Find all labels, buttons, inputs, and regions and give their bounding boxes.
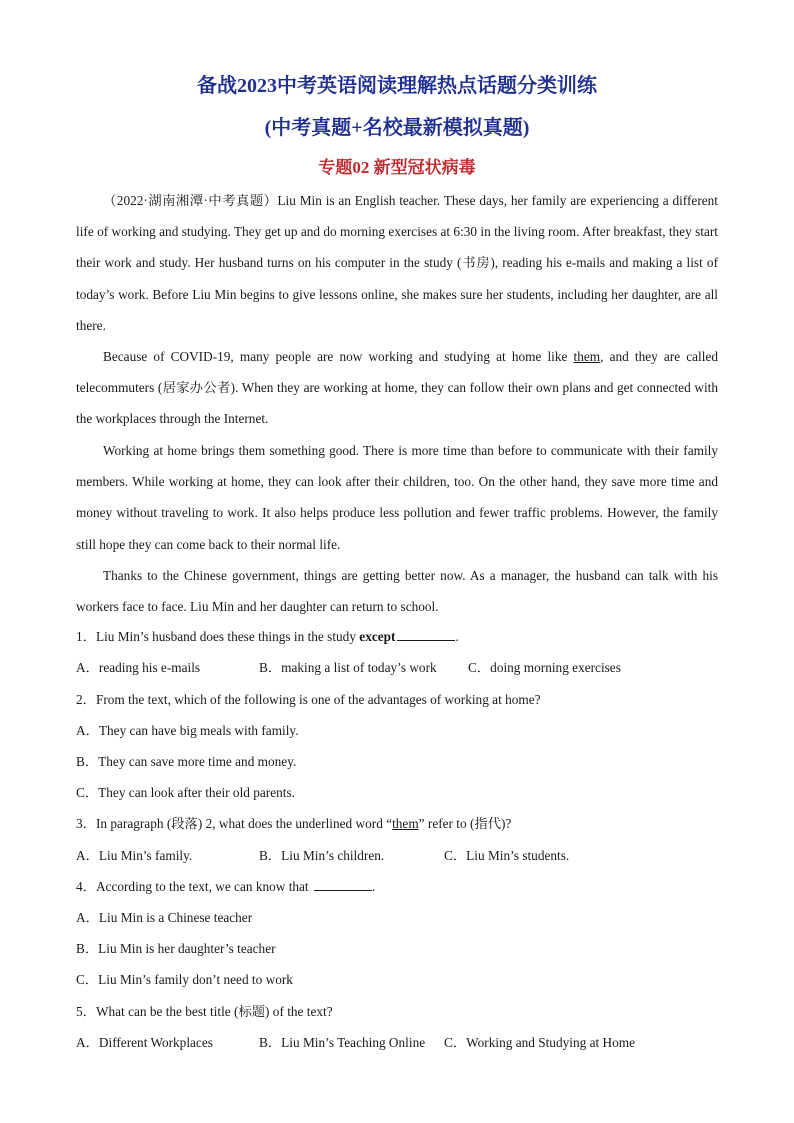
question-3 — [76, 814, 511, 834]
passage-paragraph-4: Thanks to the Chinese government, things are getting better now. As a manager, the husband can talk with his workers face to face. Liu Min and her daughter can return to school. — [76, 568, 718, 615]
question-5-option-b: B．Liu Min’s Teaching Online — [259, 1035, 426, 1050]
topic-subtitle: 专题02 新型冠状病毒 — [318, 158, 476, 177]
paragraph-2-text-start: Because of COVID-19, many people are now working and studying at home like — [103, 349, 574, 364]
question-5-option-a: A．Different Workplaces — [76, 1035, 213, 1050]
question-4 — [76, 877, 375, 897]
question-2-option-b: B．They can save more time and money. — [76, 754, 297, 769]
question-5-option-c: C．Working and Studying at Home — [444, 1035, 635, 1050]
question-2-option-c: C．They can look after their old parents. — [76, 785, 295, 800]
question-4-option-b: B．Liu Min is her daughter’s teacher — [76, 941, 276, 956]
question-1-text: 1．Liu Min’s husband does these things in the study — [76, 629, 360, 644]
page-title: 备战2023中考英语阅读理解热点话题分类训练 — [197, 75, 597, 97]
passage-paragraph-1: （2022·湖南湘潭·中考真题）Liu Min is an English teacher. These days, her family are experiencing a different life of working and studying. They get up and do morning exercises at 6:30 in the living room. After breakfast, they start their work and study. Her husband turns on his computer in the study (书房), reading his e-mails and making a list of today’s work. Before Liu Min begins to give lessons online, she makes sure her students, including her daughter, are all there. — [76, 193, 718, 333]
question-4-text: 4．According to the text, we can know that — [76, 879, 312, 894]
question-2-option-a: A．They can have big meals with family. — [76, 723, 299, 738]
question-4-end: . — [371, 879, 376, 894]
question-1-keyword: except — [359, 629, 396, 644]
passage-paragraph-2 — [76, 341, 718, 435]
question-2: 2．From the text, which of the following is one of the advantages of working at home? — [76, 692, 541, 707]
question-3-option-b: B．Liu Min’s children. — [259, 848, 385, 863]
question-3-option-a: A．Liu Min’s family. — [76, 848, 193, 863]
question-5: 5．What can be the best title (标题) of the text? — [76, 1004, 333, 1019]
question-3-option-c: C．Liu Min’s students. — [444, 848, 570, 863]
page-title-secondary: (中考真题+名校最新模拟真题) — [264, 117, 530, 139]
question-4-option-c: C．Liu Min’s family don’t need to work — [76, 972, 293, 987]
underlined-word: them — [573, 349, 601, 364]
question-1-option-b: B．making a list of today’s work — [259, 660, 437, 675]
question-1-option-c: C．doing morning exercises — [468, 660, 621, 675]
question-1 — [76, 627, 459, 647]
question-4-option-a: A．Liu Min is a Chinese teacher — [76, 910, 253, 925]
question-1-end: . — [455, 629, 459, 644]
question-3-text: 3．In paragraph (段落) 2, what does the underlined word “ — [76, 816, 393, 831]
passage-paragraph-3: Working at home brings them something good. There is more time than before to communicate with their family members. While working at home, they can look after their children, too. On the other hand, they save more time and money without traveling to work. It also helps produce less pollution and fewer traffic problems. However, the family still hope they can come back to their normal life. — [76, 443, 718, 552]
answer-blank — [314, 878, 372, 891]
question-1-option-a: A．reading his e-mails — [76, 660, 201, 675]
question-3-end: ” refer to (指代)? — [418, 816, 512, 831]
answer-blank — [397, 628, 455, 641]
paragraph-2-text-end: , and they are called telecommuters (居家办公者). When they are working at home, they can follow their own plans and get connected with the workplaces through the Internet. — [76, 349, 718, 427]
question-3-underlined-word: them — [392, 816, 419, 831]
